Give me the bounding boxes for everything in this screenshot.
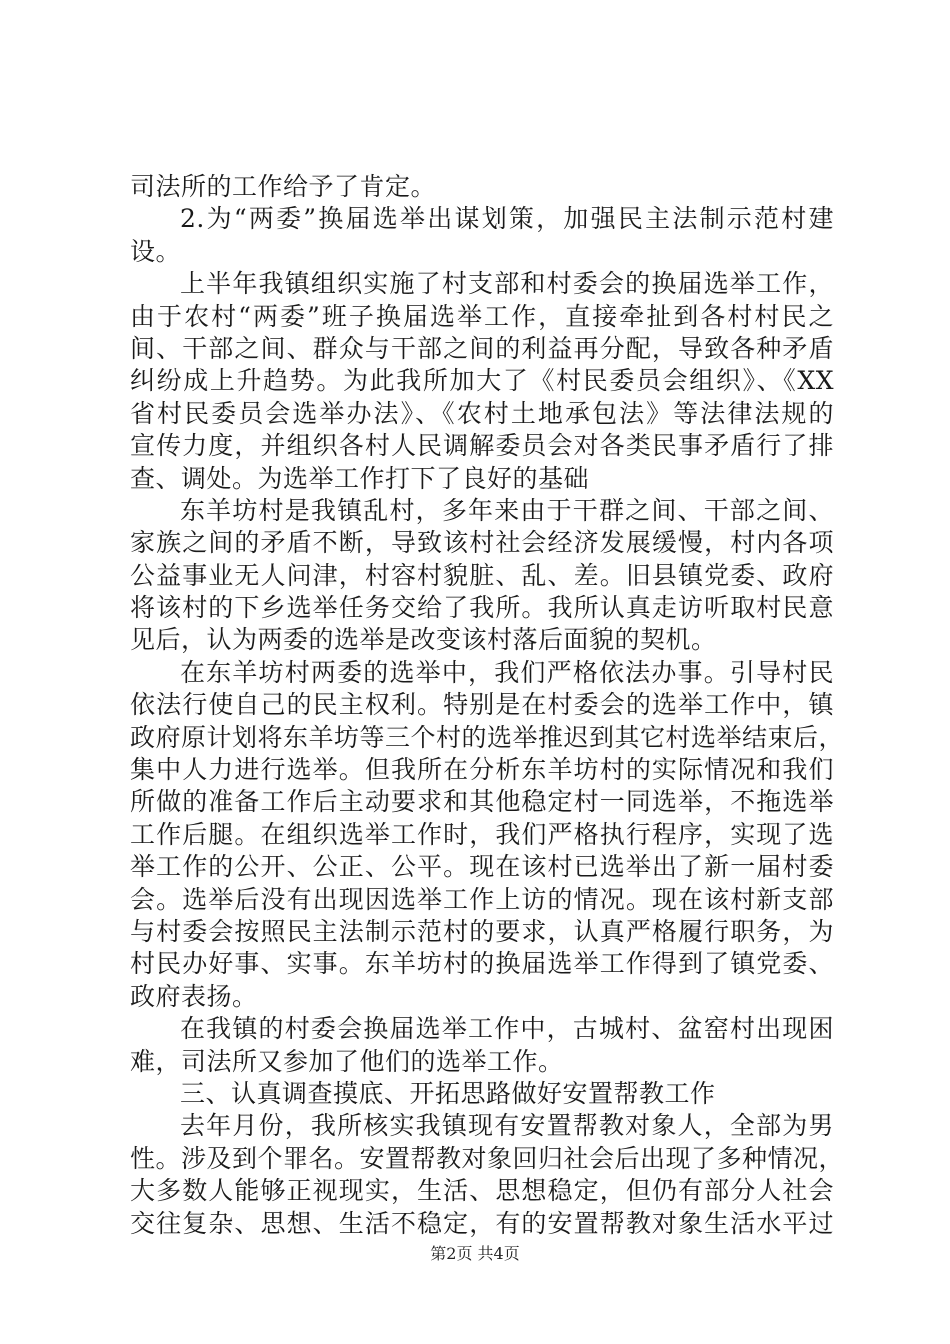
- text-line: 举工作的公开、公正、公平。现在该村已选举出了新一届村委: [130, 852, 834, 882]
- text-line: 依法行使自己的民主权利。特别是在村委会的选举工作中，镇: [130, 690, 834, 720]
- text-line: 难，司法所又参加了他们的选举工作。: [130, 1046, 564, 1076]
- text-line: 纠纷成上升趋势。为此我所加大了《村民委员会组织》、《XX: [130, 366, 834, 396]
- text-line: 在我镇的村委会换届选举工作中，古城村、盆窑村出现困: [180, 1014, 834, 1044]
- page-number-label: 第2页 共4页: [430, 1244, 520, 1263]
- text-line: 家族之间的矛盾不断，导致该村社会经济发展缓慢，村内各项: [130, 528, 834, 558]
- text-line: 在东羊坊村两委的选举中，我们严格依法办事。引导村民: [180, 657, 834, 687]
- text-line: 司法所的工作给予了肯定。: [130, 172, 437, 201]
- text-line: 所做的准备工作后主动要求和其他稳定村一同选举，不拖选举: [130, 787, 834, 817]
- text-line: 查、调处。为选举工作打下了良好的基础: [130, 463, 590, 493]
- text-line: 性。涉及到个罪名。安置帮教对象回归社会后出现了多种情况，: [130, 1143, 845, 1173]
- text-line: 设。: [130, 236, 182, 266]
- text-line: 三、认真调查摸底、开拓思路做好安置帮教工作: [180, 1078, 716, 1108]
- text-line: 村民办好事、实事。东羊坊村的换届选举工作得到了镇党委、: [130, 949, 834, 979]
- text-line: 宣传力度，并组织各村人民调解委员会对各类民事矛盾行了排: [130, 431, 834, 461]
- text-line: 上半年我镇组织实施了村支部和村委会的换届选举工作，: [180, 269, 834, 299]
- text-line: 见后，认为两委的选举是改变该村落后面貌的契机。: [130, 625, 717, 655]
- text-line: 公益事业无人问津，村容村貌脏、乱、差。旧县镇党委、政府: [130, 560, 834, 590]
- text-line: 集中人力进行选举。但我所在分析东羊坊村的实际情况和我们: [130, 755, 834, 785]
- text-line: 交往复杂、思想、生活不稳定，有的安置帮教对象生活水平过: [130, 1208, 834, 1238]
- text-line: 由于农村“两委”班子换届选举工作，直接牵扯到各村村民之: [130, 301, 834, 331]
- page-footer: [0, 1244, 950, 1264]
- text-line: 间、干部之间、群众与干部之间的利益再分配，导致各种矛盾: [130, 333, 834, 363]
- text-line: 去年月份，我所核实我镇现有安置帮教对象人，全部为男: [180, 1111, 834, 1141]
- text-line: 2.为“两委”换届选举出谋划策，加强民主法制示范村建: [180, 204, 834, 234]
- text-line: 与村委会按照民主法制示范村的要求，认真严格履行职务，为: [130, 916, 834, 946]
- text-line: 政府表扬。: [130, 981, 258, 1011]
- text-line: 大多数人能够正视现实，生活、思想稳定，但仍有部分人社会: [130, 1176, 834, 1206]
- text-line: 将该村的下乡选举任务交给了我所。我所认真走访听取村民意: [130, 593, 834, 623]
- text-line: 政府原计划将东羊坊等三个村的选举推迟到其它村选举结束后，: [130, 722, 845, 752]
- text-line: 会。选举后没有出现因选举工作上访的情况。现在该村新支部: [130, 884, 834, 914]
- text-line: 东羊坊村是我镇乱村，多年来由于干群之间、干部之间、: [180, 495, 834, 525]
- text-line: 工作后腿。在组织选举工作时，我们严格执行程序，实现了选: [130, 819, 834, 849]
- text-line: 省村民委员会选举办法》、《农村土地承包法》等法律法规的: [130, 398, 834, 428]
- document-body: [130, 171, 845, 1240]
